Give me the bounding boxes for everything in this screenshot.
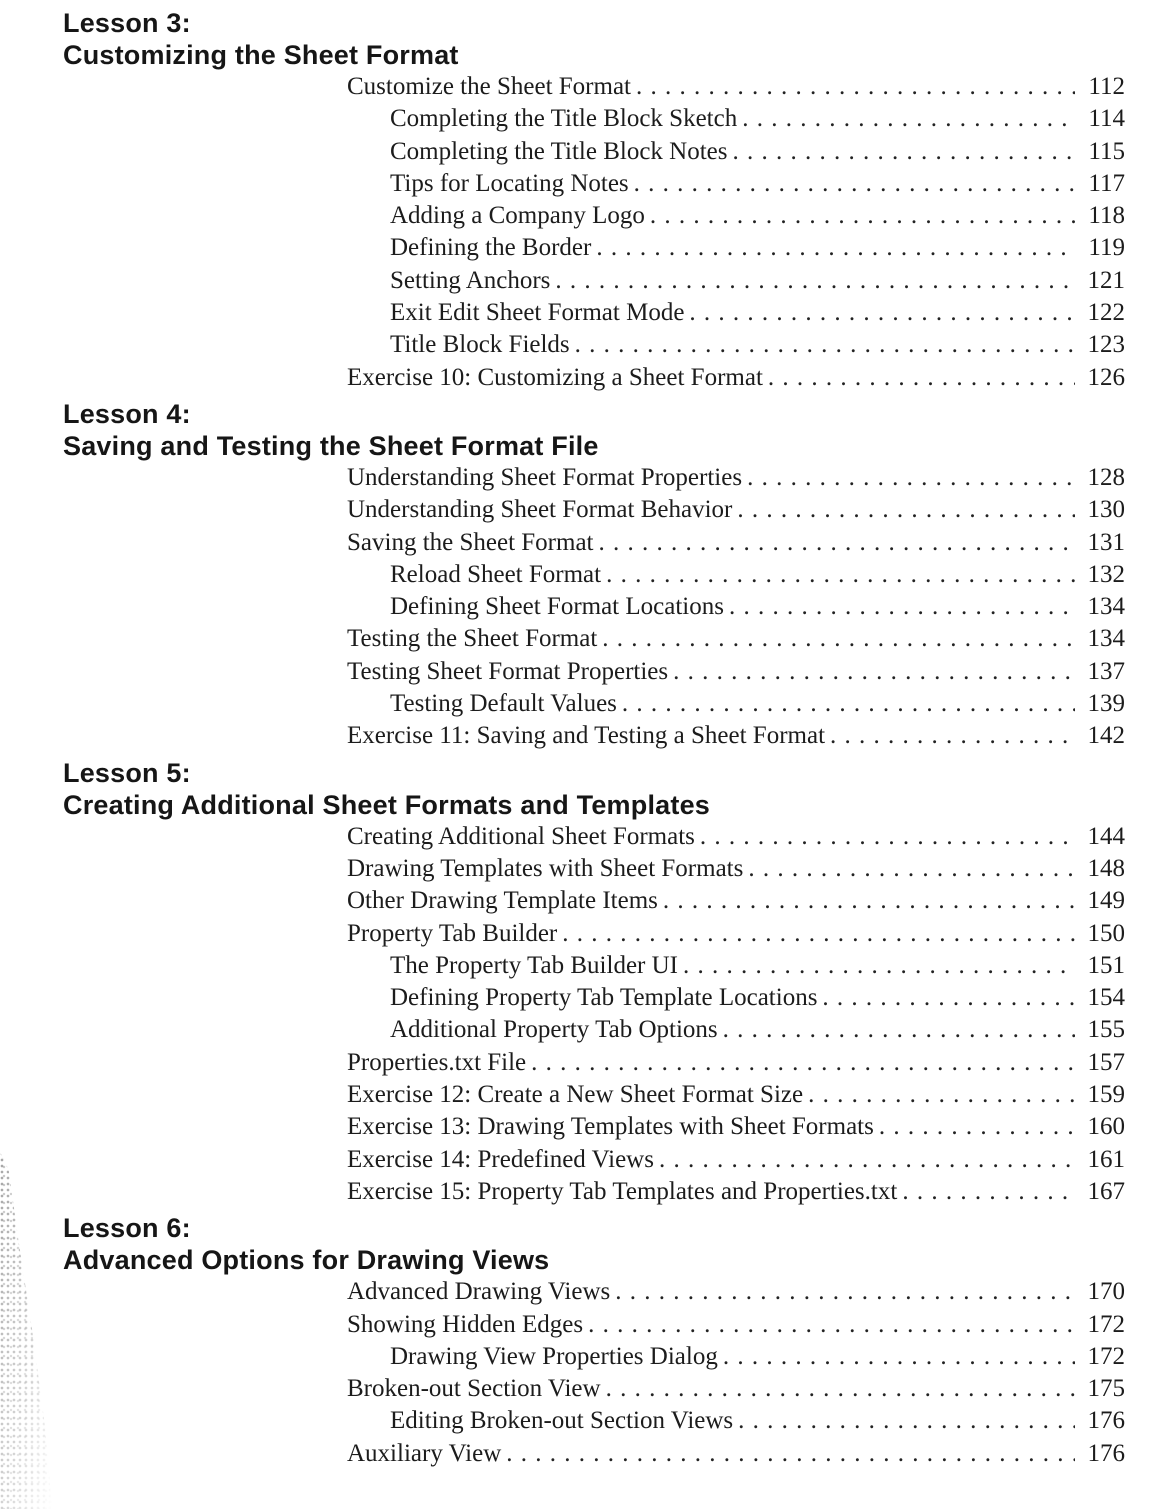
toc-entry: [347, 559, 1125, 591]
toc-entry: [347, 1047, 1125, 1079]
toc-entry-label: Saving the Sheet Format: [347, 528, 594, 556]
toc-entry-label: Exercise 13: Drawing Templates with Sheet Formats: [347, 1113, 874, 1141]
dot-leader: [599, 527, 1076, 559]
toc-entry-label: Broken-out Section View: [347, 1375, 601, 1403]
toc-section: [0, 398, 1170, 753]
toc-entry-label: Understanding Sheet Format Behavior: [347, 496, 733, 524]
lesson-heading: [63, 7, 1170, 71]
toc-page-number: 175: [1087, 1375, 1125, 1403]
lesson-label: Lesson 6:: [63, 1213, 191, 1244]
toc-entry-label: The Property Tab Builder UI: [390, 951, 679, 979]
dot-leader: [555, 265, 1075, 297]
toc-entry: [347, 982, 1125, 1014]
dot-leader: [742, 103, 1075, 135]
toc-page-number: 160: [1087, 1113, 1125, 1141]
toc-page-number: 157: [1087, 1048, 1125, 1076]
toc-entry: [347, 1438, 1125, 1470]
dot-leader: [634, 168, 1075, 200]
toc-entry-label: Creating Additional Sheet Formats: [347, 822, 695, 850]
toc-entry: [347, 71, 1125, 103]
toc-entry-label: Editing Broken-out Section Views: [390, 1407, 734, 1435]
toc-page-number: 117: [1088, 169, 1125, 197]
toc-page-number: 126: [1087, 363, 1125, 391]
toc-entry: [347, 200, 1125, 232]
toc-entry-label: Additional Property Tab Options: [390, 1016, 718, 1044]
toc-section: [0, 1212, 1170, 1470]
toc-entry-label: Title Block Fields: [390, 331, 570, 359]
toc-page-number: 172: [1087, 1342, 1125, 1370]
toc-entry-label: Exercise 12: Create a New Sheet Format Size: [347, 1081, 804, 1109]
toc-entry: [347, 136, 1125, 168]
toc-entry-label: Exercise 10: Customizing a Sheet Format: [347, 363, 763, 391]
toc-entry-label: Completing the Title Block Notes: [390, 137, 728, 165]
dot-leader: [562, 918, 1075, 950]
lesson-title: Advanced Options for Drawing Views: [63, 1245, 550, 1276]
dot-leader: [531, 1047, 1075, 1079]
toc-page-number: 139: [1087, 690, 1125, 718]
toc-entry: [347, 1341, 1125, 1373]
toc-entry-label: Drawing Templates with Sheet Formats: [347, 854, 744, 882]
toc-page-number: 137: [1087, 657, 1125, 685]
lesson-title: Customizing the Sheet Format: [63, 40, 459, 70]
lesson-heading: [63, 757, 1170, 821]
toc-entry-label: Testing Default Values: [390, 690, 617, 718]
toc-page-number: 148: [1087, 854, 1125, 882]
toc-page-number: 176: [1087, 1439, 1125, 1467]
toc-entry: [347, 1405, 1125, 1437]
toc-entry-label: Completing the Title Block Sketch: [390, 105, 738, 133]
toc-entry: [347, 918, 1125, 950]
toc-entry: [347, 462, 1125, 494]
toc-section: [0, 757, 1170, 1209]
lesson-title: Saving and Testing the Sheet Format File: [63, 430, 599, 461]
dot-leader: [700, 821, 1075, 853]
toc-entry-label: Showing Hidden Edges: [347, 1310, 584, 1338]
toc-entry: [347, 527, 1125, 559]
toc-entry-label: Exercise 11: Saving and Testing a Sheet Format: [347, 722, 826, 750]
lesson-heading: [63, 1212, 1170, 1276]
toc-entry: [347, 362, 1125, 394]
lesson-label: Lesson 4:: [63, 398, 191, 429]
toc-page-number: 149: [1087, 887, 1125, 915]
toc-page-number: 114: [1088, 105, 1125, 133]
toc-entry: [347, 623, 1125, 655]
dot-leader: [602, 623, 1075, 655]
toc-entry: [347, 1176, 1125, 1208]
toc-entry-label: Defining the Border: [390, 234, 592, 262]
toc-entry-label: Understanding Sheet Format Properties: [347, 463, 743, 491]
toc-page-number: 131: [1087, 528, 1125, 556]
toc-page-number: 128: [1087, 463, 1125, 491]
toc-entry-label: Reload Sheet Format: [390, 560, 602, 588]
dot-leader: [748, 853, 1075, 885]
dot-leader: [723, 1341, 1075, 1373]
dot-leader: [575, 329, 1075, 361]
dot-leader: [659, 1144, 1075, 1176]
toc-entry-label: Exercise 15: Property Tab Templates and Properties.txt: [347, 1177, 898, 1205]
toc-entry-label: Auxiliary View: [347, 1439, 502, 1467]
toc-page-number: 134: [1087, 593, 1125, 621]
toc-page-number: 159: [1087, 1081, 1125, 1109]
toc-entry: [347, 297, 1125, 329]
toc-entry-label: Exercise 14: Predefined Views: [347, 1145, 654, 1173]
dot-leader: [723, 1014, 1075, 1046]
toc-entry: [347, 885, 1125, 917]
toc-entry: [347, 1373, 1125, 1405]
dot-leader: [663, 885, 1075, 917]
toc-page-number: 154: [1087, 984, 1125, 1012]
toc-entry: [347, 821, 1125, 853]
dot-leader: [596, 232, 1075, 264]
toc-page-number: 112: [1088, 73, 1125, 100]
toc-entries: [347, 1276, 1125, 1470]
dot-leader: [636, 71, 1075, 103]
dot-leader: [733, 136, 1075, 168]
toc-page-number: 130: [1087, 496, 1125, 524]
dot-leader: [808, 1079, 1075, 1111]
toc-entry: [347, 1276, 1125, 1308]
dot-leader: [606, 559, 1075, 591]
toc-entry-label: Drawing View Properties Dialog: [390, 1342, 718, 1370]
toc-page-number: 115: [1088, 137, 1125, 165]
toc-entry: [347, 853, 1125, 885]
lesson-title: Creating Additional Sheet Formats and Templates: [63, 789, 710, 820]
toc-entry: [347, 1309, 1125, 1341]
toc-entry-label: Other Drawing Template Items: [347, 887, 658, 915]
toc-page-number: 176: [1087, 1407, 1125, 1435]
toc-entry: [347, 720, 1125, 752]
dot-leader: [650, 200, 1075, 232]
toc-page-number: 134: [1087, 625, 1125, 653]
dot-leader: [506, 1438, 1075, 1470]
dot-leader: [822, 982, 1075, 1014]
toc-entries: [347, 71, 1125, 394]
toc-page-number: 132: [1087, 560, 1125, 588]
toc-page-number: 121: [1087, 266, 1125, 294]
toc-entry: [347, 103, 1125, 135]
lesson-heading: [63, 398, 1170, 462]
toc-page-number: 167: [1087, 1177, 1125, 1205]
lesson-label: Lesson 5:: [63, 757, 191, 788]
dot-leader: [588, 1309, 1075, 1341]
toc-entries: [347, 821, 1125, 1209]
toc-entry: [347, 591, 1125, 623]
dot-leader: [902, 1176, 1075, 1208]
toc-page-number: 144: [1087, 822, 1125, 850]
dot-leader: [615, 1276, 1075, 1308]
toc-entry-label: Customize the Sheet Format: [347, 73, 631, 100]
toc-page-number: 161: [1087, 1145, 1125, 1173]
toc-entry-label: Property Tab Builder: [347, 919, 558, 947]
dot-leader: [606, 1373, 1075, 1405]
toc-entry-label: Properties.txt File: [347, 1048, 527, 1076]
dot-leader: [729, 591, 1075, 623]
toc-entry: [347, 1111, 1125, 1143]
toc-entry-label: Testing the Sheet Format: [347, 625, 598, 653]
toc-entry-label: Setting Anchors: [390, 266, 551, 294]
toc-entry: [347, 494, 1125, 526]
toc-page-number: 142: [1087, 722, 1125, 750]
toc-page-number: 150: [1087, 919, 1125, 947]
toc-page-number: 122: [1087, 299, 1125, 327]
toc-entry: [347, 168, 1125, 200]
toc-entry-label: Defining Sheet Format Locations: [390, 593, 724, 621]
toc-entries: [347, 462, 1125, 753]
toc-page-number: 172: [1087, 1310, 1125, 1338]
toc-entry-label: Advanced Drawing Views: [347, 1278, 611, 1306]
toc-entry: [347, 232, 1125, 264]
toc-page-number: 123: [1087, 331, 1125, 359]
toc-page-number: 170: [1087, 1278, 1125, 1306]
toc-section: [0, 7, 1170, 394]
toc-entry-label: Adding a Company Logo: [390, 202, 645, 230]
toc-page-number: 151: [1087, 951, 1125, 979]
toc-entry-label: Tips for Locating Notes: [390, 169, 629, 197]
dot-leader: [879, 1111, 1075, 1143]
dot-leader: [737, 494, 1075, 526]
dot-leader: [689, 297, 1075, 329]
toc-page-number: 119: [1088, 234, 1125, 262]
toc-entry: [347, 329, 1125, 361]
toc-entry-label: Exit Edit Sheet Format Mode: [390, 299, 685, 327]
toc-entry: [347, 265, 1125, 297]
toc-entry: [347, 656, 1125, 688]
dot-leader: [683, 950, 1075, 982]
toc-page-number: 155: [1087, 1016, 1125, 1044]
toc-entry: [347, 1014, 1125, 1046]
dot-leader: [738, 1405, 1075, 1437]
toc-entry: [347, 688, 1125, 720]
lesson-label: Lesson 3:: [63, 8, 191, 38]
toc-page-number: 118: [1088, 202, 1125, 230]
dot-leader: [673, 656, 1075, 688]
toc-entry: [347, 1079, 1125, 1111]
dot-leader: [747, 462, 1075, 494]
dot-leader: [768, 362, 1075, 394]
dot-leader: [622, 688, 1075, 720]
toc-entry-label: Testing Sheet Format Properties: [347, 657, 669, 685]
toc-entry-label: Defining Property Tab Template Locations: [390, 984, 818, 1012]
toc-entry: [347, 950, 1125, 982]
dot-leader: [830, 720, 1075, 752]
toc-entry: [347, 1144, 1125, 1176]
